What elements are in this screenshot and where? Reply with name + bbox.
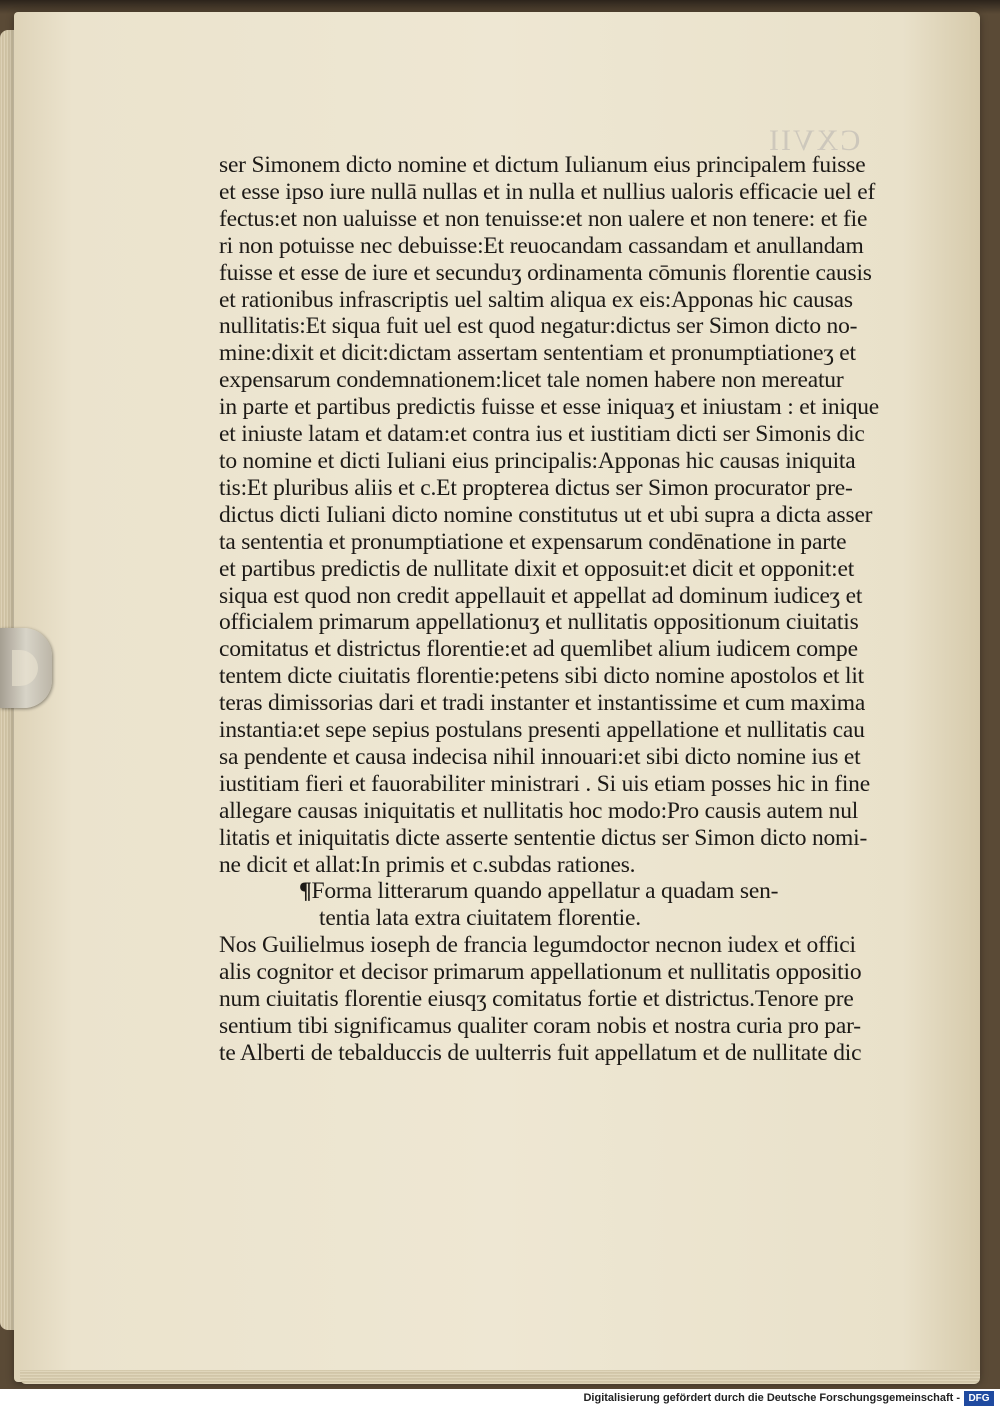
- text-line: Nos Guilielmus ioseph de francia legumdoctor necnon iudex et offici: [219, 932, 856, 959]
- text-line: officialem primarum appellationuʒ et nullitatis oppositionum ciuitatis: [219, 609, 859, 636]
- text-line: et esse ipso iure nullā nullas et in nulla et nullius ualoris efficacie uel ef: [219, 178, 876, 205]
- text-line: dictus dicti Iuliani dicto nomine constitutus ut et ubi supra a dicta asser: [219, 501, 873, 528]
- text-line: in parte et partibus predictis fuisse et esse iniquaʒ et iniustam : et inique: [219, 394, 880, 421]
- text-line: fectus:et non ualuisse et non tenuisse:et non ualere et non tenere: et fie: [219, 205, 868, 232]
- text-line: allegare causas iniquitatis et nullitatis hoc modo:Pro causis autem nul: [219, 797, 859, 824]
- text-line: et rationibus infrascriptis uel saltim aliqua ex eis:Apponas hic causas: [219, 286, 853, 313]
- letter-paragraph: [219, 932, 879, 1067]
- book-clasp: [0, 628, 52, 708]
- printed-text-block: [219, 152, 879, 1067]
- text-line: instantia:et sepe sepius postulans presenti appellatione et nullitatis cau: [219, 717, 865, 744]
- text-line: sa pendente et causa indecisa nihil innouari:et sibi dicto nomine ius et: [219, 743, 861, 770]
- text-line: et iniuste latam et datam:et contra ius et iustitiam dicti ser Simonis dic: [219, 421, 865, 448]
- book-page-edges-bottom: [20, 1370, 980, 1384]
- pilcrow-icon: ¶: [299, 878, 312, 905]
- text-line: mine:dixit et dicit:dictam assertam sententiam et pronumptiationeʒ et: [219, 340, 856, 367]
- text-line: fuisse et esse de iure et secunduʒ ordinamenta cōmunis florentie causis: [219, 259, 872, 286]
- text-line: iustitiam fieri et fauorabiliter ministrari . Si uis etiam posses hic in fine: [219, 770, 870, 797]
- text-line: tentem dicte ciuitatis florentie:petens sibi dicto nomine apostolos et lit: [219, 663, 865, 690]
- digitization-footer: [0, 1389, 1000, 1409]
- text-line: ne dicit et allat:In primis et c.subdas rationes.: [219, 851, 636, 878]
- text-line: siqua est quod non credit appellauit et appellat ad dominum iudiceʒ et: [219, 582, 863, 609]
- text-line: comitatus et districtus florentie:et ad quemlibet alium iudicem compe: [219, 636, 858, 663]
- text-line: nullitatis:Et siqua fuit uel est quod negatur:dictus ser Simon dicto no-: [219, 313, 858, 340]
- text-line: ri non potuisse nec debuisse:Et reuocandam cassandam et anullandam: [219, 232, 864, 259]
- text-line: to nomine et dicti Iuliani eius principalis:Apponas hic causas iniquita: [219, 447, 856, 474]
- show-through-folio: CXVII: [766, 124, 860, 157]
- main-paragraph: [219, 152, 879, 878]
- dfg-logo-icon: DFG: [964, 1391, 994, 1406]
- footer-credit: Digitalisierung gefördert durch die Deutsche Forschungsgemeinschaft -: [583, 1392, 960, 1404]
- text-line: alis cognitor et decisor primarum appellationum et nullitatis oppositio: [219, 959, 862, 986]
- text-line: et partibus predictis de nullitate dixit et opposuit:et dicit et opponit:et: [219, 555, 855, 582]
- text-line: litatis et iniquitatis dicte asserte sententie dictus ser Simon dicto nomi-: [219, 824, 868, 851]
- text-line: teras dimissorias dari et tradi instanter et instantissime et cum maxima: [219, 690, 866, 717]
- text-line: te Alberti de tebalduccis de uulterris fuit appellatum et de nullitate dic: [219, 1039, 862, 1066]
- text-line: sentium tibi significamus qualiter coram nobis et nostra curia pro par-: [219, 1013, 861, 1039]
- text-line: expensarum condemnationem:licet tale nomen habere non mereatur: [219, 367, 844, 394]
- text-line: num ciuitatis florentie eiusqʒ comitatus fortie et districtus.Tenore pre: [219, 986, 854, 1013]
- text-line: ta sententia et pronumptiatione et expensarum condēnatione in parte: [219, 528, 847, 555]
- section-heading-line-2: tentia lata extra ciuitatem florentie.: [319, 905, 641, 932]
- text-line: ser Simonem dicto nomine et dictum Iulianum eius principalem fuisse: [219, 152, 866, 178]
- section-heading-line-1: ¶Forma litterarum quando appellatur a quadam sen-: [299, 878, 779, 905]
- text-line: tis:Et pluribus aliis et c.Et propterea dictus ser Simon procurator pre-: [219, 474, 853, 501]
